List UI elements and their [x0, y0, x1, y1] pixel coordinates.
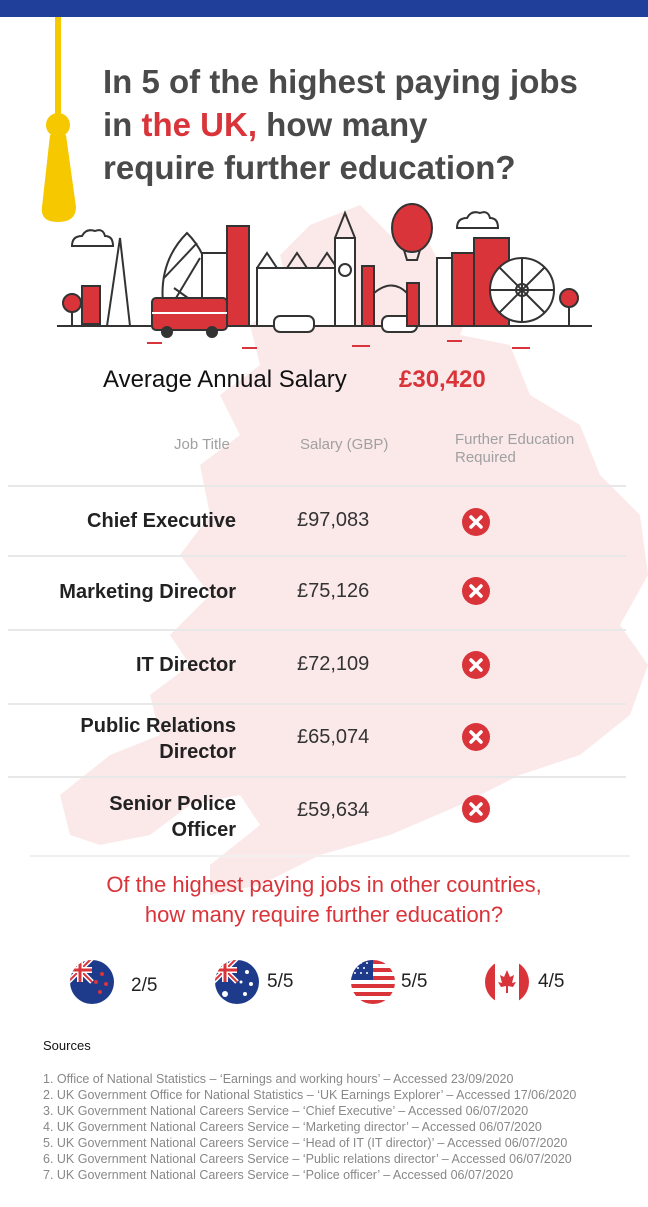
job-title-line-1: Senior Police	[109, 793, 236, 815]
source-item: 3. UK Government National Careers Service – ‘Chief Executive’ – Accessed 06/07/2020	[43, 1104, 529, 1118]
score-australia: 5/5	[267, 971, 294, 992]
top-bar	[0, 0, 648, 17]
source-item: 2. UK Government Office for National Statistics – ‘UK Earnings Explorer’ – Accessed 17/06/2020	[43, 1088, 577, 1102]
other-countries-heading	[0, 870, 648, 930]
job-title-public-relations-director	[80, 713, 236, 765]
header-salary: Salary (GBP)	[300, 436, 389, 453]
score-usa: 5/5	[401, 971, 428, 992]
title-line-2-prefix: in	[103, 106, 142, 143]
x-circle-icon	[461, 576, 491, 606]
header-further-education	[455, 431, 574, 467]
sources-heading: Sources	[43, 1038, 91, 1053]
title-line-2-suffix: how many	[257, 106, 428, 143]
source-item: 5. UK Government National Careers Service – ‘Head of IT (IT director)’ – Accessed 06/07/2020	[43, 1136, 568, 1150]
usa-flag-icon	[349, 958, 397, 1006]
row-divider	[8, 703, 626, 705]
job-title-line-2: Director	[159, 741, 236, 763]
job-title-line-2: Officer	[171, 819, 236, 841]
source-item: 1. Office of National Statistics – ‘Earnings and working hours’ – Accessed 23/09/2020	[43, 1072, 514, 1086]
source-item: 7. UK Government National Careers Service – ‘Police officer’ – Accessed 06/07/2020	[43, 1168, 514, 1182]
page-title	[103, 60, 633, 189]
header-job-title: Job Title	[174, 436, 230, 453]
job-title-it-director: IT Director	[135, 654, 236, 676]
other-countries-line-2: how many require further education?	[144, 902, 504, 927]
salary-senior-police-officer: £59,634	[297, 799, 370, 821]
average-salary-value: £30,420	[399, 366, 486, 393]
header-edu-line-2: Required	[455, 449, 516, 466]
sources-list	[43, 1071, 576, 1183]
score-new-zealand: 2/5	[131, 975, 158, 996]
new-zealand-flag-icon	[68, 958, 116, 1006]
header-edu-line-1: Further Education	[455, 431, 575, 448]
source-item: 4. UK Government National Careers Service – ‘Marketing director’ – Accessed 06/07/2020	[43, 1120, 542, 1134]
title-line-1: In 5 of the highest paying jobs	[103, 63, 578, 100]
title-accent: the UK,	[141, 106, 257, 143]
row-divider	[30, 855, 630, 857]
london-skyline-illustration	[52, 198, 597, 358]
tassel-icon	[40, 17, 78, 222]
salary-marketing-director: £75,126	[297, 580, 370, 602]
canada-flag-icon	[483, 958, 531, 1006]
job-title-senior-police-officer	[109, 791, 236, 843]
x-circle-icon	[461, 722, 491, 752]
australia-flag-icon	[213, 958, 261, 1006]
salary-chief-executive: £97,083	[297, 509, 370, 531]
salary-public-relations-director: £65,074	[297, 726, 370, 748]
row-divider	[8, 629, 626, 631]
row-divider	[8, 776, 626, 778]
score-canada: 4/5	[538, 971, 565, 992]
row-divider	[8, 485, 626, 487]
x-circle-icon	[461, 507, 491, 537]
salary-it-director: £72,109	[297, 653, 370, 675]
average-salary-label: Average Annual Salary	[103, 366, 347, 393]
job-title-line-1: Public Relations	[80, 715, 236, 737]
x-circle-icon	[461, 650, 491, 680]
other-countries-line-1: Of the highest paying jobs in other countries,	[106, 872, 542, 897]
source-item: 6. UK Government National Careers Service – ‘Public relations director’ – Accessed 06/07/2020	[43, 1152, 572, 1166]
row-divider	[8, 555, 626, 557]
x-circle-icon	[461, 794, 491, 824]
title-line-3: require further education?	[103, 149, 516, 186]
job-title-chief-executive: Chief Executive	[87, 510, 236, 532]
job-title-marketing-director: Marketing Director	[59, 581, 236, 603]
